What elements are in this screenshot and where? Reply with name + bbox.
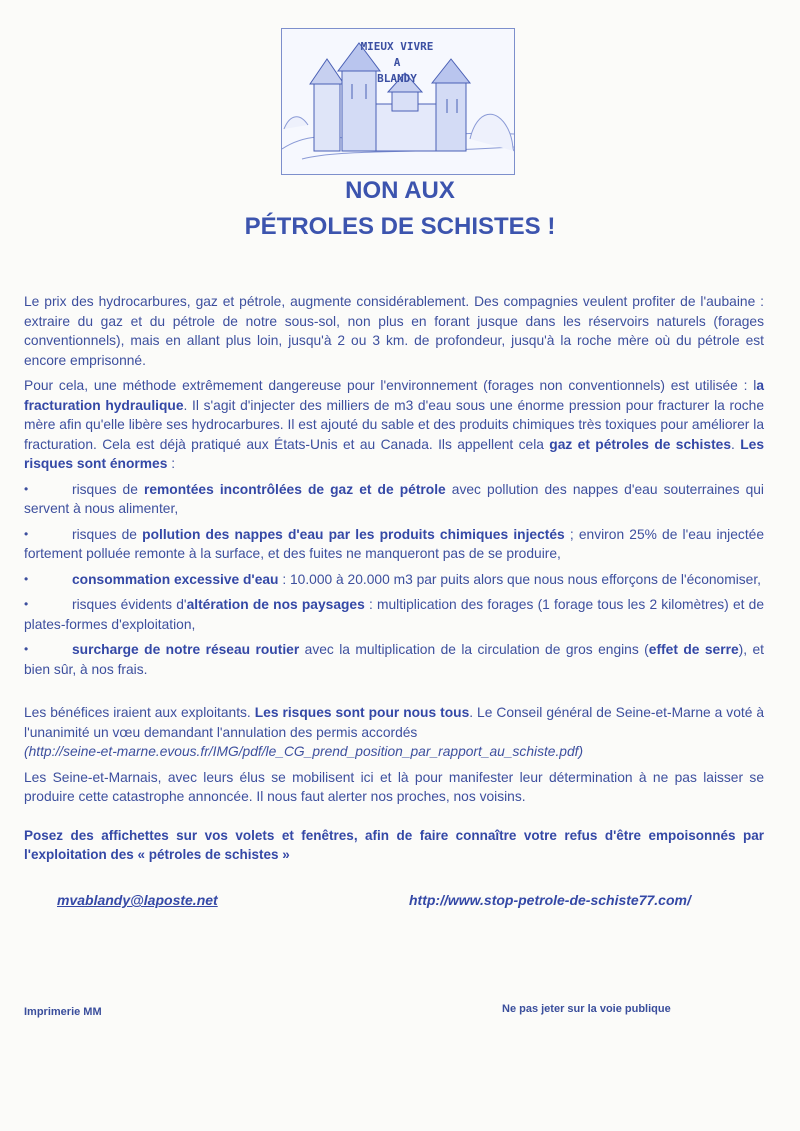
contact-email-link[interactable]: mvablandy@laposte.net (57, 892, 218, 908)
text: : multiplication des forages (1 forage tous les 2 kilomètres) et de plates-formes d'exploitation, (24, 597, 765, 632)
paragraph-benefits (24, 703, 764, 762)
text: . Le Conseil général de Seine-et-Marne a voté à l'unanimité un vœu demandant l'annulation des permis accordés (24, 705, 765, 740)
text: ), et bien sûr, à nos frais. (24, 642, 765, 677)
logo-line-2: A (393, 56, 401, 69)
emphasis: effet de serre (648, 642, 739, 657)
emphasis: a fracturation hydraulique (24, 378, 764, 413)
bullet-icon: • (24, 642, 29, 656)
risk-item (24, 480, 764, 519)
text: risques de (72, 481, 144, 497)
text: : (167, 456, 176, 471)
text: avec la multiplication de la circulation de gros engins ( (299, 642, 649, 657)
call-to-action: Posez des affichettes sur vos volets et fenêtres, afin de faire connaître votre refus d'être empoisonnés par l'exploitation des « pétroles de schistes » (24, 828, 764, 862)
emphasis: Les risques sont énormes (24, 436, 764, 471)
text: ; environ 25% de l'eau injectée fortement polluée remonte à la surface, et des fuites ne manqueront pas de se produire, (24, 526, 764, 561)
text: : 10.000 à 20.000 m3 par puits alors que nous nous efforçons de l'économiser, (278, 571, 762, 587)
website-link[interactable]: http://www.stop-petrole-de-schiste77.com/ (409, 892, 691, 908)
headline-line-2: PÉTROLES DE SCHISTES ! (244, 213, 556, 240)
emphasis: pollution des nappes d'eau par les produits chimiques injectés (142, 526, 565, 542)
bullet-icon: • (24, 481, 29, 496)
council-pdf-link[interactable]: (http://seine-et-marne.evous.fr/IMG/pdf/le_CG_prend_position_par_rapport_au_schiste.pdf) (24, 744, 584, 759)
paragraph-mobilisation: Les Seine-et-Marnais, avec leurs élus se mobilisent ici et là pour manifester leur détermination à ne pas laisser se produire cette catastrophe annoncée. Il nous faut alerter nos proches, nos voisins. (24, 769, 764, 804)
emphasis: consommation excessive d'eau (72, 571, 279, 587)
printer-credit: Imprimerie MM (24, 1006, 102, 1018)
text: Pour cela, une méthode extrêmement dangereuse pour l'environnement (forages non conventionnels) est utilisée : l (24, 378, 757, 393)
text: risques de (72, 526, 143, 542)
text: risques évidents d' (72, 597, 187, 612)
castle-logo (281, 28, 515, 175)
headline-line-1: NON AUX (345, 177, 455, 204)
emphasis: surcharge de notre réseau routier (72, 642, 300, 657)
paragraph-method (24, 376, 764, 474)
risk-item (24, 640, 764, 679)
text: . (731, 436, 741, 452)
logo-line-3: BLANDY (377, 72, 417, 85)
logo-line-1: MIEUX VIVRE (360, 40, 434, 53)
bullet-icon: • (24, 571, 29, 586)
emphasis: altération de nos paysages (186, 597, 365, 612)
text: . Il s'agit d'injecter des milliers de m3 d'eau sous une énorme pression pour fracturer la roche mère afin qu'elle libère ses hydrocarbures. Il est ajouté du sable et des produits chimiques très toxiques pour améliorer la fracturation. Cela est déjà pratiqué aux États-Unis et au Canada. Ils appellent cela (24, 397, 764, 452)
emphasis: Les risques sont pour nous tous (254, 705, 470, 720)
risk-item (24, 525, 764, 564)
disposal-notice: Ne pas jeter sur la voie publique (502, 1003, 671, 1015)
logo-text (342, 39, 452, 87)
paragraph-intro: Le prix des hydrocarbures, gaz et pétrole, augmente considérablement. Des compagnies veulent profiter de l'aubaine : extraire du gaz et du pétrole de notre sous-sol, non plus en forant jusque dans les réservoirs naturels (forages conventionnels), mais en allant plus loin, jusqu'à 2 ou 3 km. de profondeur, jusqu'à la roche mère où du pétrole est encore emprisonné. (24, 294, 764, 368)
bullet-icon: • (24, 597, 29, 611)
risk-item (24, 595, 764, 634)
text: Les bénéfices iraient aux exploitants. (24, 705, 255, 720)
text: avec pollution des nappes d'eau souterraines qui servent à nous alimenter, (24, 481, 764, 516)
emphasis: gaz et pétroles de schistes (549, 436, 732, 452)
bullet-icon: • (24, 526, 29, 541)
risk-item (24, 570, 764, 590)
article-body (24, 292, 764, 813)
emphasis: remontées incontrôlées de gaz et de pétrole (143, 481, 446, 497)
